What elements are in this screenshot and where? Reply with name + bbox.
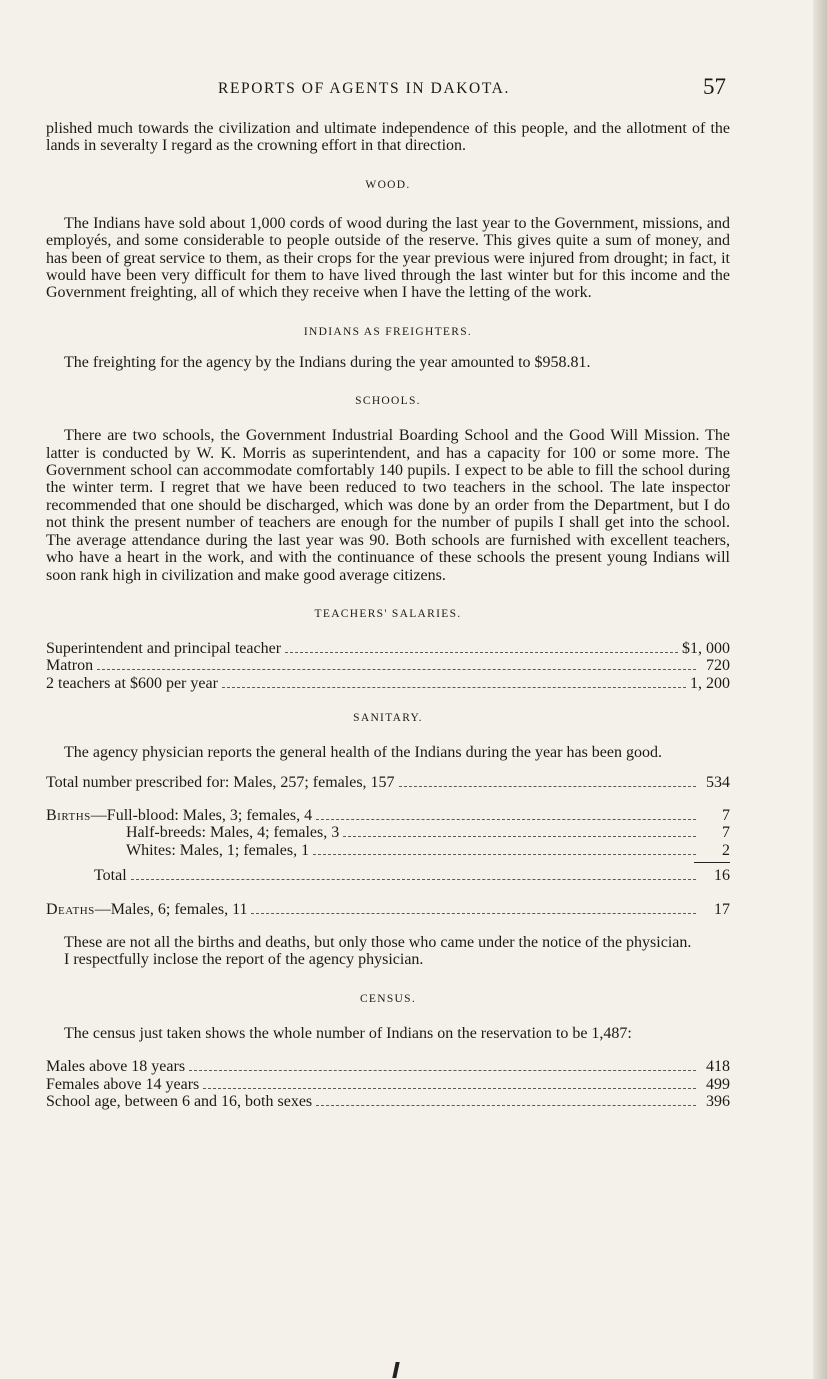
leader-dots xyxy=(203,1088,696,1089)
sanitary-note: These are not all the births and deaths, but only those who came under the notice of the physician. xyxy=(64,933,692,951)
page-number: 57 xyxy=(703,74,726,99)
salary-value: $1, 000 xyxy=(682,639,730,657)
leader-dots xyxy=(316,1105,696,1106)
running-head xyxy=(0,74,827,104)
leader-dots xyxy=(313,854,696,855)
census-value: 418 xyxy=(706,1058,730,1076)
intro-paragraph: plished much towards the civilization and ultimate independence of this people, and the allotment of the lands in severalty I regard as the crowning effort in that direction. xyxy=(46,120,730,155)
census-value: 396 xyxy=(706,1093,730,1110)
leader-dots xyxy=(189,1070,696,1071)
prescribed-row xyxy=(46,774,730,791)
leader-dots xyxy=(343,836,696,837)
leader-dots xyxy=(316,819,696,820)
physician-note: I respectfully inclose the report of the agency physician. xyxy=(64,951,424,969)
census-row xyxy=(46,1093,730,1110)
salary-label: Superintendent and principal teacher xyxy=(46,639,282,657)
salary-value: 720 xyxy=(706,657,730,675)
leader-dots xyxy=(97,669,696,670)
prescribed-label: Total number prescribed for: Males, 257; females, 157 xyxy=(46,773,395,791)
deaths-prefix: Deaths xyxy=(46,900,95,918)
deaths-value: 17 xyxy=(714,900,730,918)
census-label: Males above 18 years xyxy=(46,1058,186,1076)
census-row xyxy=(46,1058,730,1075)
census-row xyxy=(46,1076,730,1093)
births-label: Half-breeds: Males, 4; females, 3 xyxy=(126,824,340,842)
page-edge-shadow xyxy=(813,0,827,1379)
total-label: Total xyxy=(94,867,127,885)
wood-paragraph: The Indians have sold about 1,000 cords of wood during the last year to the Government, missions, and employés, and some considerable to people outside of the reserve. This gives quite a sum of money, and has been of great service to them, as their crops for the year previous were injured from drought; in fact, it would have been very difficult for them to have lived through the last winter but for this income and the Government freighting, all of which they receive when I have the letting of the work. xyxy=(46,214,730,302)
salary-label: 2 teachers at $600 per year xyxy=(46,674,218,692)
salary-value: 1, 200 xyxy=(690,674,730,692)
births-prefix: Births xyxy=(46,806,91,824)
leader-dots xyxy=(285,652,678,653)
leader-dots xyxy=(131,879,696,880)
deaths-row xyxy=(46,901,730,918)
sum-rule xyxy=(694,862,730,863)
births-row xyxy=(46,842,730,859)
births-label: Whites: Males, 1; females, 1 xyxy=(126,841,310,859)
births-row xyxy=(46,807,730,824)
salary-row xyxy=(46,675,730,692)
total-value: 16 xyxy=(714,867,730,885)
births-label: —Full-blood: Males, 3; females, 4 xyxy=(90,806,313,824)
births-row xyxy=(46,824,730,841)
prescribed-value: 534 xyxy=(706,773,730,791)
births-total-row xyxy=(46,867,730,884)
sanitary-heading: SANITARY. xyxy=(353,712,423,725)
freighters-paragraph: The freighting for the agency by the Indians during the year amounted to $958.81. xyxy=(64,353,591,371)
wood-heading: WOOD. xyxy=(365,178,411,191)
leader-dots xyxy=(251,913,696,914)
births-value: 7 xyxy=(722,806,730,824)
leader-dots xyxy=(399,786,696,787)
page-content xyxy=(46,120,730,1110)
births-table xyxy=(46,807,730,885)
census-label: School age, between 6 and 16, both sexes xyxy=(46,1093,313,1110)
leader-dots xyxy=(222,687,686,688)
census-table xyxy=(46,1058,730,1110)
running-title: REPORTS OF AGENTS IN DAKOTA. xyxy=(218,80,510,97)
schools-paragraph: There are two schools, the Government Industrial Boarding School and the Good Will Mission. The latter is conducted by W. K. Morris as superintendent, and has a capacity for 100 or some more. The Government school can accommodate comfortably 140 pupils. I expect to be able to fill the school during the winter term. I regret that we have been reduced to two teachers in the school. The late inspector recommended that one should be discharged, which was done by an order from the Department, but I do not think the present number of teachers are enough for the number of pupils I shall get into the school. The average attendance during the last year was 90. Both schools are furnished with excellent teachers, who have a heart in the work, and with the continuance of these schools the present young Indians will soon rank high in civilization and make good average citizens. xyxy=(46,427,730,584)
schools-heading: SCHOOLS. xyxy=(355,395,421,408)
salaries-heading: TEACHERS' SALARIES. xyxy=(314,607,462,620)
sanitary-paragraph: The agency physician reports the general health of the Indians during the year has been good. xyxy=(64,744,663,762)
printer-mark xyxy=(392,1362,399,1378)
births-value: 2 xyxy=(722,841,730,859)
census-heading: CENSUS. xyxy=(359,992,417,1005)
salary-label: Matron xyxy=(46,657,94,675)
salary-row xyxy=(46,640,730,657)
freighters-heading: INDIANS AS FREIGHTERS. xyxy=(303,325,473,338)
census-paragraph: The census just taken shows the whole number of Indians on the reservation to be 1,487: xyxy=(64,1024,632,1042)
salaries-table xyxy=(46,640,730,692)
deaths-label: —Males, 6; females, 11 xyxy=(94,900,248,918)
salary-row xyxy=(46,657,730,674)
census-label: Females above 14 years xyxy=(46,1075,200,1093)
births-value: 7 xyxy=(722,824,730,842)
census-value: 499 xyxy=(706,1075,730,1093)
